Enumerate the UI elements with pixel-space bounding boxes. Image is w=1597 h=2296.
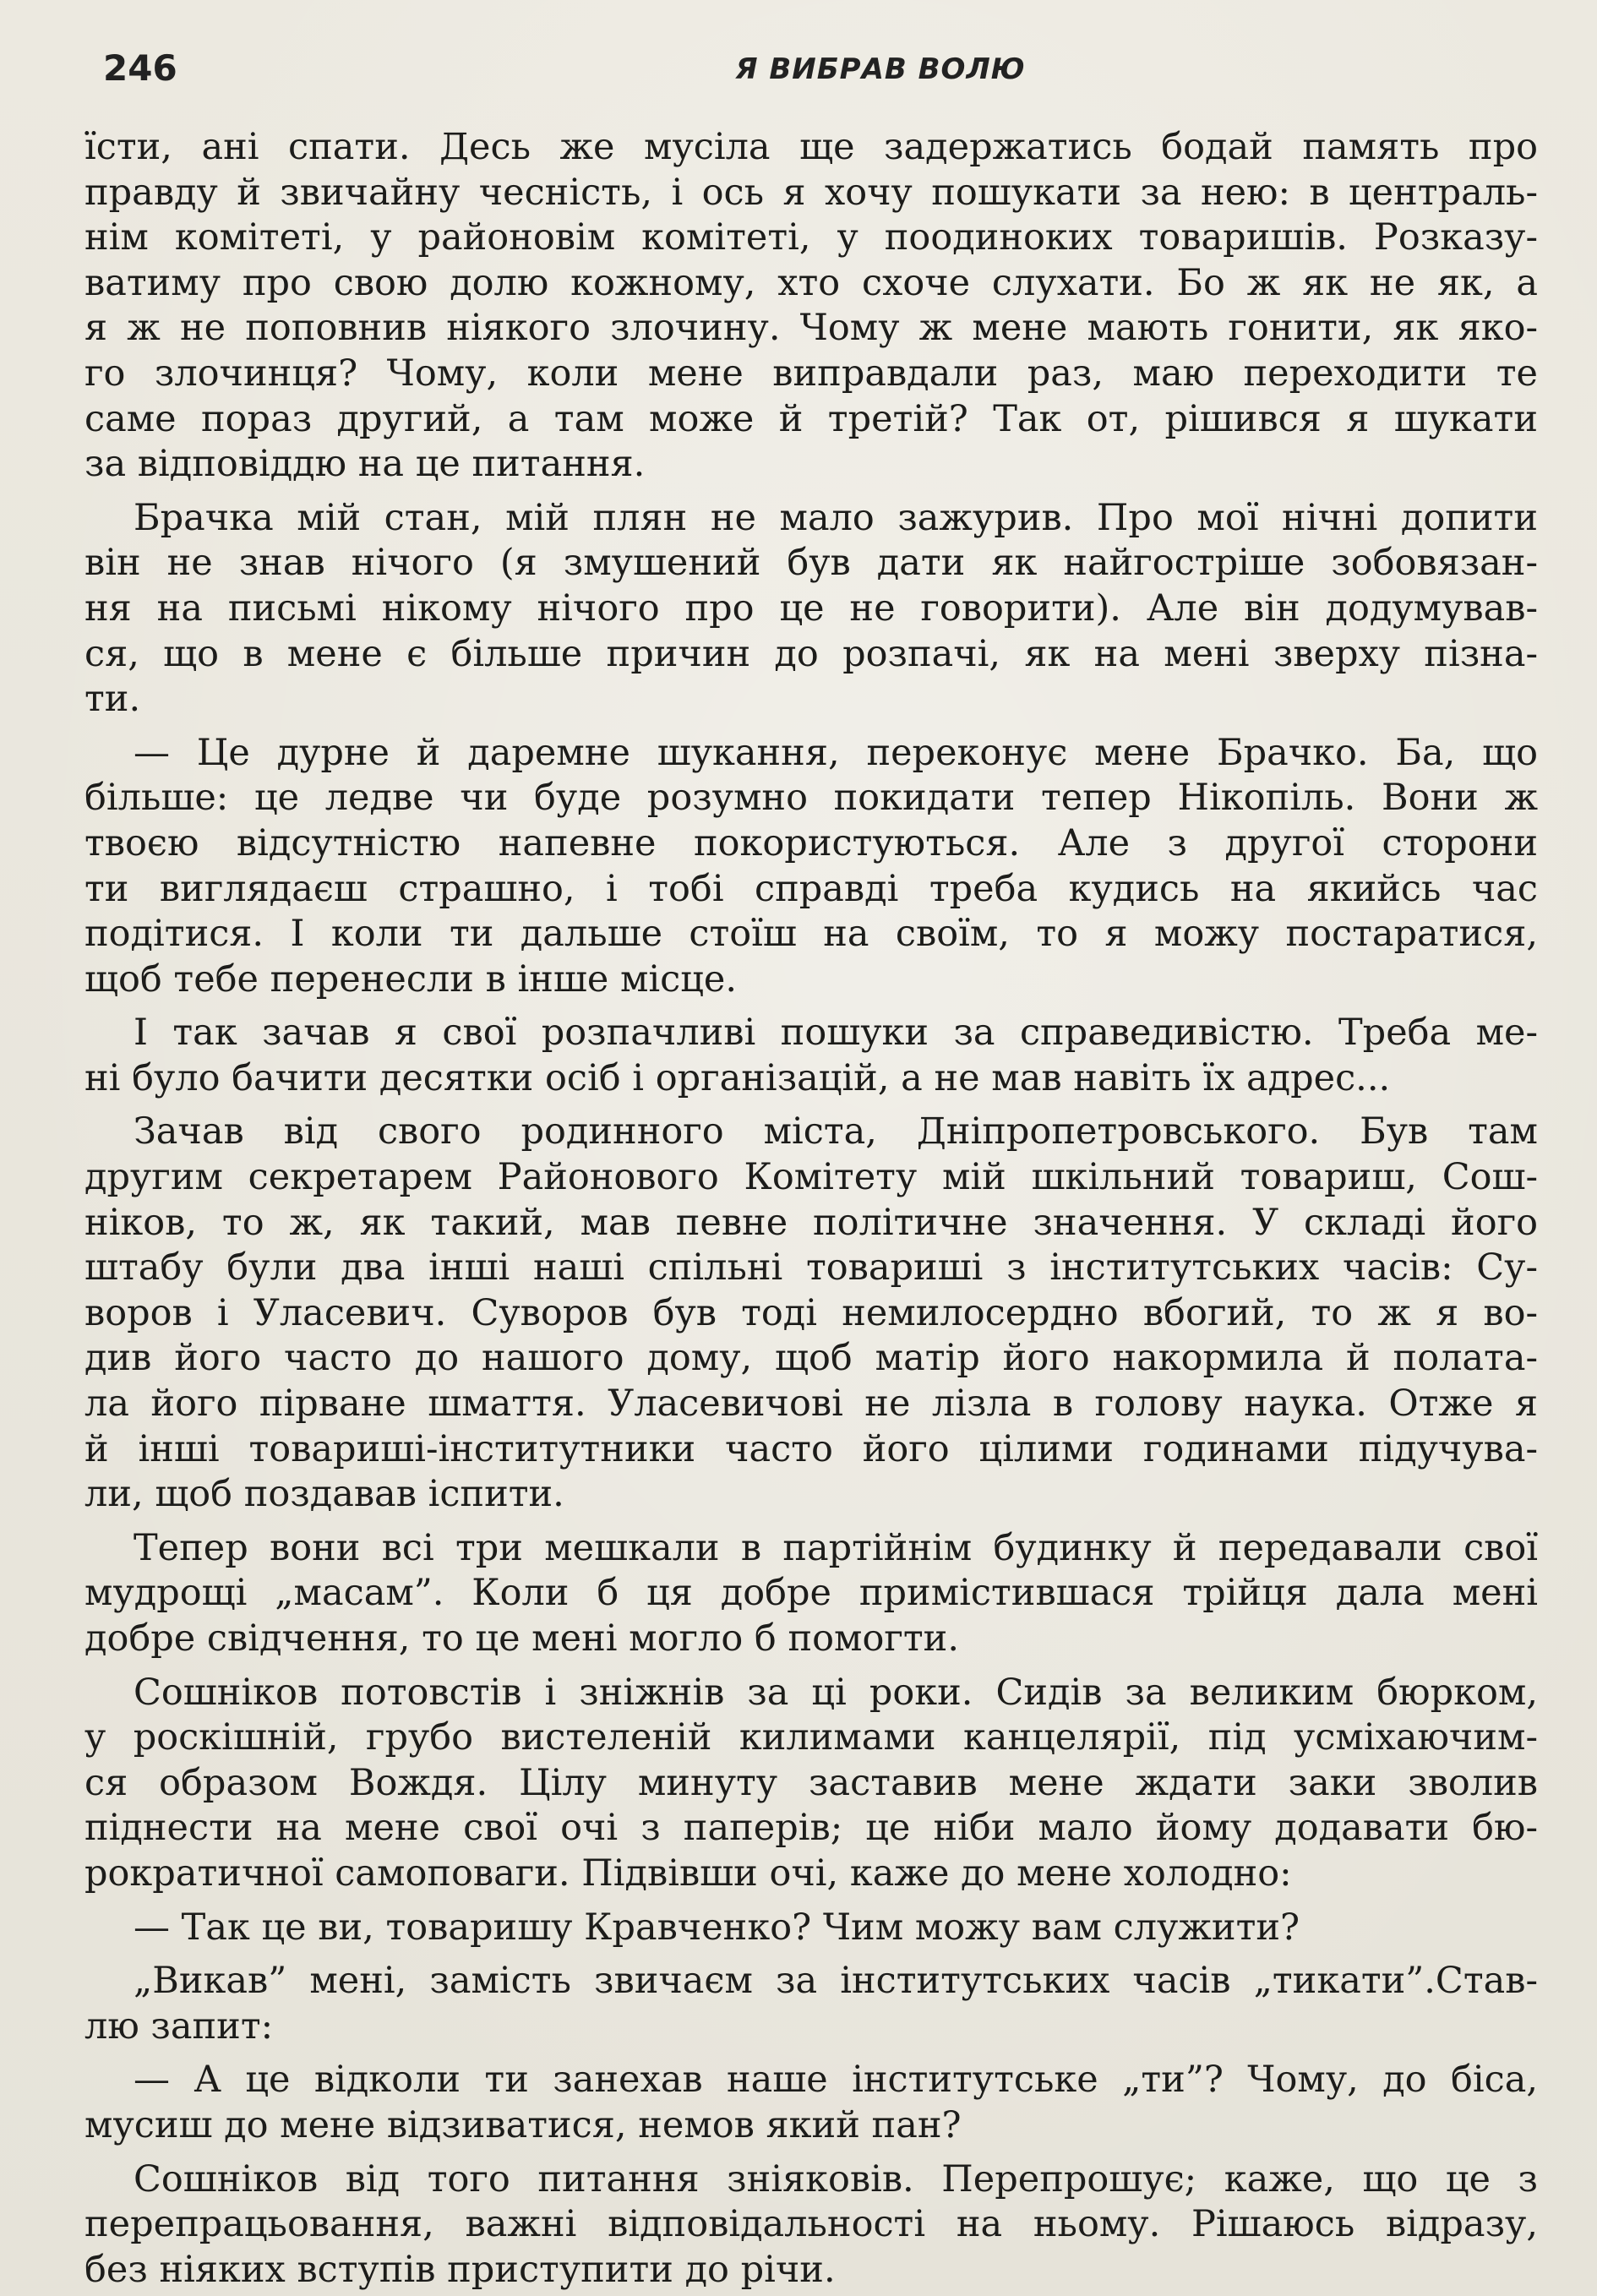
- text-line: ти виглядаєш страшно, і тобі справді треба кудись на якийсь час: [84, 867, 1538, 910]
- text-line: — Так це ви, товаришу Кравченко? Чим можу вам служити?: [134, 1906, 1300, 1949]
- text-line: саме пораз другий, а там може й третій? Так от, рішився я шукати: [84, 397, 1538, 440]
- text-line: перепрацьовання, важні відповідальності на ньому. Рішаюсь відразу,: [84, 2203, 1538, 2246]
- text-line: правду й звичайну чесність, і ось я хочу пошукати за нею: в централь-: [84, 171, 1538, 214]
- text-line: ватиму про свою долю кожному, хто схоче слухати. Бо ж як не як, а: [84, 261, 1538, 304]
- text-line: рократичної самоповаги. Підвівши очі, каже до мене холодно:: [84, 1852, 1292, 1895]
- running-title: Я ВИБРАВ ВОЛЮ: [735, 52, 1026, 86]
- text-line: ла його пірване шмаття. Уласевичові не лізла в голову наука. Отже я: [84, 1383, 1538, 1426]
- page-number: 246: [103, 47, 177, 89]
- text-line: подітися. І коли ти дальше стоїш на своїм, то я можу постаратися,: [84, 913, 1538, 956]
- text-line: щоб тебе перенесли в інше місце.: [84, 957, 738, 1001]
- text-line: нім комітеті, у районовім комітеті, у поодиноких товаришів. Розказу-: [84, 216, 1538, 259]
- text-line: І так зачав я свої розпачливі пошуки за справедивістю. Треба ме-: [134, 1012, 1538, 1055]
- text-line: він не знав нічого (я змушений був дати як найгостріше зобовязан-: [84, 542, 1538, 585]
- text-line: ні було бачити десятки осіб і організацій, а не мав навіть їх адрес...: [84, 1056, 1391, 1099]
- text-line: Сошніков потовстів і зніжнів за ці роки. Сидів за великим бюрком,: [134, 1671, 1538, 1714]
- text-line: добре свідчення, то це мені могло б помогти.: [84, 1617, 959, 1660]
- text-line: Зачав від свого родинного міста, Дніпропетровського. Був там: [134, 1110, 1538, 1153]
- text-line: ли, щоб поздавав іспити.: [84, 1473, 564, 1516]
- text-line: ти.: [84, 678, 141, 721]
- body-text: [84, 125, 1538, 2293]
- text-line: мудрощі „масам”. Коли б ця добре примістившася трійця дала мені: [84, 1572, 1538, 1615]
- text-line: го злочинця? Чому, коли мене виправдали раз, маю переходити те: [84, 352, 1538, 395]
- text-line: піднести на мене свої очі з паперів; це ніби мало йому додавати бю-: [84, 1807, 1538, 1850]
- text-line: ся, що в мене є більше причин до розпачі, як на мені зверху пізна-: [84, 632, 1538, 675]
- text-line: ся образом Вождя. Цілу минуту заставив мене ждати заки зволив: [84, 1761, 1538, 1804]
- text-line: у роскішній, грубо вистеленій килимами канцелярії, під усміхаючим-: [84, 1716, 1538, 1759]
- text-line: штабу були два інші наші спільні товариші з інститутських часів: Су-: [84, 1246, 1538, 1290]
- text-line: „Викав” мені, замість звичаєм за інститутських часів „тикати”.Став-: [134, 1960, 1538, 2003]
- text-line: твоєю відсутністю напевне покористуються. Але з другої сторони: [84, 821, 1538, 864]
- text-line: Тепер вони всі три мешкали в партійнім будинку й передавали свої: [134, 1526, 1538, 1569]
- text-line: мусиш до мене відзиватися, немов який пан?: [84, 2103, 962, 2146]
- text-line: й інші товариші-інститутники часто його цілими годинами підучува-: [84, 1427, 1538, 1470]
- text-line: Брачка мій стан, мій плян не мало зажурив. Про мої нічні допити: [134, 496, 1538, 539]
- text-line: див його часто до нашого дому, щоб матір його накормила й полата-: [84, 1337, 1538, 1380]
- text-line: лю запит:: [84, 2004, 274, 2048]
- text-line: більше: це ледве чи буде розумно покидати тепер Нікопіль. Вони ж: [84, 777, 1538, 820]
- text-line: ніков, то ж, як такий, мав певне політичне значення. У складі його: [84, 1201, 1538, 1244]
- page-header: [103, 47, 1540, 98]
- text-line: без ніяких вступів приступити до річи.: [84, 2248, 836, 2291]
- text-line: — Це дурне й даремне шукання, переконує мене Брачко. Ба, що: [134, 731, 1538, 774]
- text-line: Сошніков від того питання зніяковів. Перепрошує; каже, що це з: [134, 2157, 1538, 2201]
- text-line: воров і Уласевич. Суворов був тоді немилосердно вбогий, то ж я во-: [84, 1291, 1538, 1334]
- text-line: за відповіддю на це питання.: [84, 443, 646, 486]
- text-line: ня на письмі нікому нічого про це не говорити). Але він додумував-: [84, 586, 1538, 630]
- text-line: другим секретарем Районового Комітету мій шкільний товариш, Сош-: [84, 1156, 1538, 1199]
- text-line: я ж не поповнив ніякого злочину. Чому ж мене мають гонити, як яко-: [84, 307, 1538, 350]
- text-line: їсти, ані спати. Десь же мусіла ще задержатись бодай память про: [84, 126, 1538, 168]
- text-line: — А це відколи ти занехав наше інститутське „ти”? Чому, до біса,: [134, 2059, 1538, 2102]
